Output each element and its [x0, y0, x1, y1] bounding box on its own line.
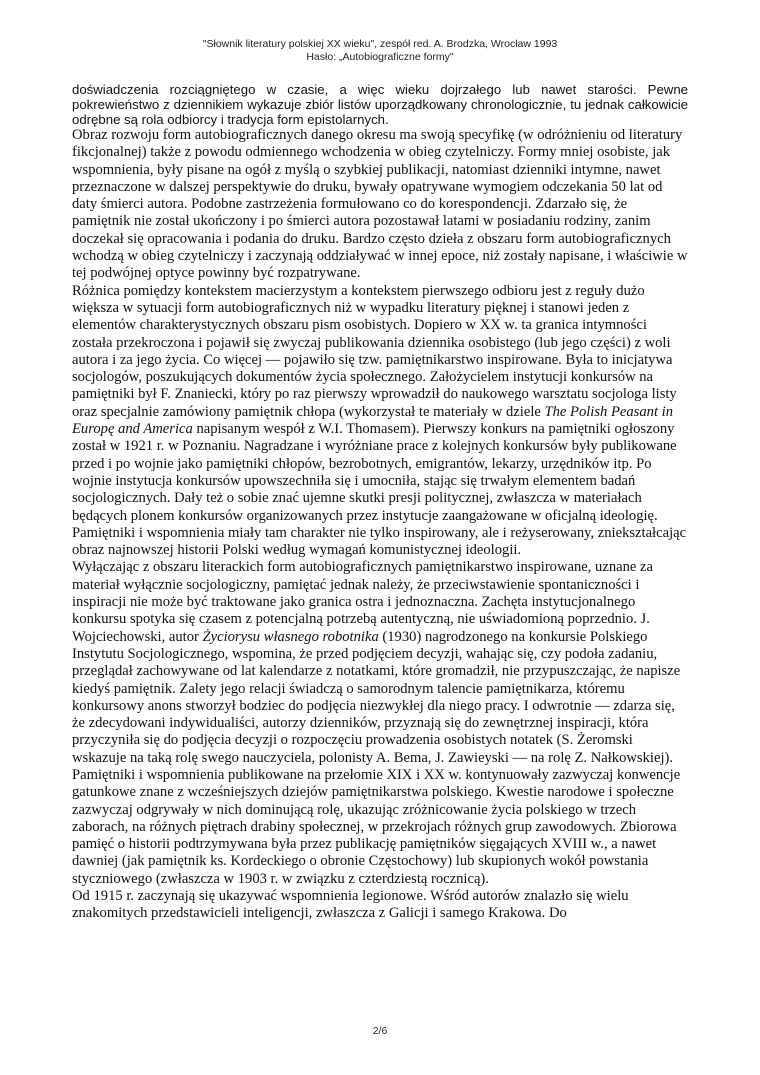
document-body [72, 82, 688, 923]
paragraph-text: (1930) nagrodzonego na konkursie Polskiego Instytutu Socjologicznego, wspomina, że przed podjęciem decyzji, wahając się, czy podoła zadaniu, przeglądał zachowywane od lat kalendarze z notatkami, które gromadził, nie przypuszczając, że napisze kiedyś pamiętnik. Zalety jego relacji świadczą o samorodnym talencie pamiętnikarza, któremu konkursowy anons stworzył bodziec do podjęcia niezwykłej dla niego pracy. I odwrotnie — zdarza się, że zdecydowani indywidualiści, autorzy dzienników, przyznają się do zewnętrznej inspiracji, która przyczyniła się do podjęcia decyzji o rozpoczęciu prowadzenia osobistych notatek (S. Żeromski wskazuje na taką rolę swego nauczyciela, polonisty A. Bema, J. Zawieyski — na rolę Z. Nałkowskiej). [72, 628, 681, 766]
paragraph-legion-memoirs: Od 1915 r. zaczynają się ukazywać wspomnienia legionowe. Wśród autorów znalazło się wielu znakomitych przedstawicieli inteligencji, zwłaszcza z Galicji i samego Krakowa. Do [72, 888, 629, 922]
page-number: 2/6 [372, 1025, 388, 1037]
page-header [0, 38, 760, 64]
paragraph-reception: Obraz rozwoju form autobiograficznych danego okresu ma swoją specyfikę (w odróżnieniu od literatury fikcjonalnej) także z powodu odmiennego wchodzenia w obieg czytelniczy. Formy mniej osobiste, jak wspomnienia, były pisane na ogół z myślą o szybkiej publikacji, natomiast dzienniki intymne, nawet przeznaczone w dalszej perspektywie do druku, bywały opatrywane wymogiem odczekania 50 lat od daty śmierci autora. Podobne zastrzeżenia formułowano co do korespondencji. Zdarzało się, że pamiętnik nie został ukończony i po śmierci autora pozostawał latami w posiadaniu rodziny, zanim doczekał się opracowania i podania do druku. Bardzo często dzieła z obszaru form autobiograficznych wchodzą w obieg czytelniczy i zaczynają oddziaływać w innej epoce, niż zostały napisane, i właściwie w tej podwójnej optyce powinny być rozpatrywane. [72, 127, 688, 282]
header-entry: Hasło: „Autobiograficzne formy" [306, 51, 454, 63]
paragraph-text: Wyłączając z obszaru literackich form autobiograficznych pamiętnikarstwo inspirowane, uznane za materiał wyłącznie socjologiczny, pamiętać jednak należy, że przeciwstawienie spontaniczności i inspiracji nie może być traktowane jako granica ostra i jednoznaczna. Zachęta instytucjonalnego konkursu spotyka się czasem z potencjalną potrzebą autentyczną, nie uświadomioną poprzednio. J. Wojciechowski, autor [72, 559, 653, 645]
paragraph-text: napisanym wespół z W.I. Thomasem). Pierwszy konkurs na pamiętniki ogłoszony został w 1921 r. w Poznaniu. Nagradzane i wyróżniane prace z kolejnych konkursów były publikowane przed i po wojnie jako pamiętniki chłopów, bezrobotnych, emigrantów, lekarzy, urzędników itp. Po wojnie instytucja konkursów upowszechniła się i umocniła, stając się trwałym elementem badań socjologicznych. Dały też o sobie znać ujemne skutki presji politycznej, zwłaszcza w materiałach będących plonem konkursów organizowanych przez instytucje zaangażowane w oficjalną ideologię. Pamiętniki i wspomnienia miały tam charakter nie tylko inspirowany, ale i reżyserowany, zniekształcając obraz najnowszej historii Polski według wymagań komunistycznej ideologii. [72, 421, 687, 559]
paragraph-inspired-memoirs [72, 283, 688, 560]
book-title: Życiorysu własnego robotnika [202, 628, 379, 645]
paragraph-spontaneity [72, 559, 688, 767]
header-source: "Słownik literatury polskiej XX wieku", zespół red. A. Brodzka, Wrocław 1993 [202, 38, 558, 50]
paragraph-turn-of-century: Pamiętniki i wspomnienia publikowane na przełomie XIX i XX w. kontynuowały zazwyczaj konwencje gatunkowe znane z wcześniejszych dziejów pamiętnikarstwa polskiego. Kwestie narodowe i społeczne zazwyczaj odgrywały w nich dominującą rolę, ukazując zróżnicowanie życia polskiego w trzech zaborach, na różnych piętrach drabiny społecznej, w przekrojach różnych grup zawodowych. Zbiorowa pamięć o historii podtrzymywana była przez publikację pamiętników sięgających XVIII w., a nawet dawniej (jak pamiętnik ks. Kordeckiego o obronie Częstochowy) lub skupionych wokół powstania styczniowego (zwłaszcza w 1903 r. w związku z czterdziestą rocznicą). [72, 766, 681, 887]
intro-paragraph: doświadczenia rozciągniętego w czasie, a więc wieku dojrzałego lub nawet starości. Pewne pokrewieństwo z dziennikiem wykazuje zbiór listów uporządkowany chronologicznie, tu jednak całkowicie odrębne są rola odbiorcy i tradycja form epistolarnych. [72, 82, 688, 127]
book-title: The Polish Peasant in Europę and America [72, 403, 674, 438]
paragraph-text: Różnica pomiędzy kontekstem macierzystym a kontekstem pierwszego odbioru jest z reguły dużo większa w sytuacji form autobiograficznych niż w wypadku literatury pięknej i stanowi jeden z elementów charakterystycznych obszaru pism osobistych. Dopiero w XX w. ta granica intymności została przekroczona i pojawił się zwyczaj publikowania dziennika osobistego (lub jego części) z woli autora i za jego życia. Co więcej — pojawiło się tzw. pamiętnikarstwo inspirowane. Była to inicjatywa socjologów, poszukujących dokumentów życia społecznego. Założycielem instytucji konkursów na pamiętniki był F. Znaniecki, który po raz pierwszy wprowadził do naukowego warsztatu socjologa listy oraz specjalnie zamówiony pamiętnik chłopa (wykorzystał te materiały w dziele [72, 282, 677, 420]
